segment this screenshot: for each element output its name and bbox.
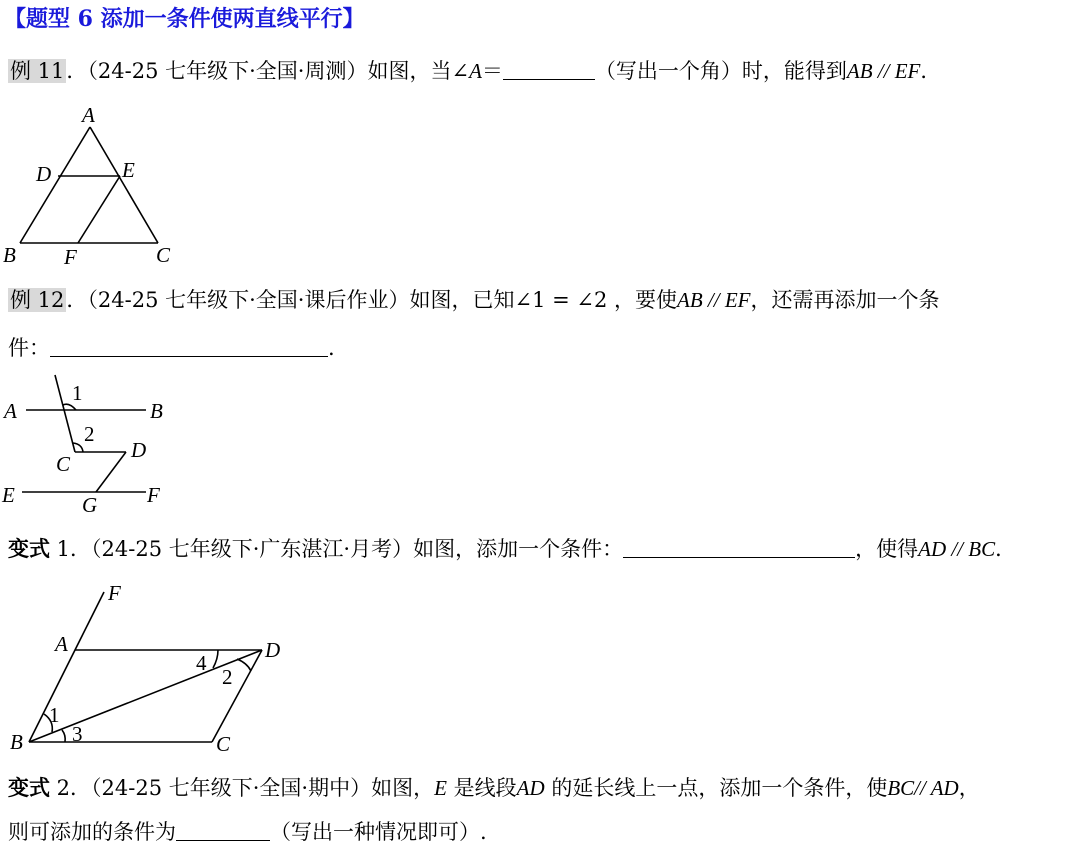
angle-2: 2 — [84, 422, 95, 446]
point-A: A — [55, 632, 68, 656]
point-D: D — [36, 162, 52, 186]
point-D: D — [131, 438, 147, 462]
example-12-text: 例 12．（24-25 七年级下·全国·课后作业）如图，已知∠1 = ∠2 ，要使AB // EF，还需再添加一个条 — [10, 288, 940, 312]
section-title: 【题型 6 添加一条件使两直线平行】 — [4, 6, 365, 32]
point-B: B — [150, 399, 163, 423]
answer-blank-12[interactable] — [50, 336, 328, 357]
angle-3: 3 — [72, 722, 83, 746]
example-12-tag: 例 12 — [10, 288, 65, 312]
figure-12 — [0, 370, 180, 520]
point-G: G — [82, 493, 98, 517]
point-E: E — [122, 158, 135, 182]
variation-1-tag: 变式 — [8, 536, 50, 561]
point-F: F — [108, 581, 121, 605]
point-F: F — [64, 245, 77, 269]
answer-blank-v1[interactable] — [623, 537, 855, 558]
angle-1: 1 — [72, 381, 83, 405]
answer-blank-v2[interactable] — [176, 820, 270, 841]
example-12-line2: 件： . — [8, 336, 335, 360]
point-C: C — [56, 452, 71, 476]
point-E: E — [2, 483, 15, 507]
figure-variation-1 — [0, 575, 300, 755]
point-F: F — [147, 483, 160, 507]
point-C: C — [156, 243, 171, 267]
example-11-tag: 例 11 — [10, 59, 65, 83]
point-D: D — [265, 638, 281, 662]
figure-11 — [0, 100, 190, 270]
point-A: A — [4, 399, 17, 423]
variation-2-line2: 则可添加的条件为 （写出一种情况即可）. — [8, 820, 487, 844]
variation-2-text: 变式 2．（24-25 七年级下·全国·期中）如图，E 是线段AD 的延长线上一点，添加一个条件，使BC// AD， — [8, 775, 980, 800]
variation-2-tag: 变式 — [8, 775, 50, 800]
angle-1: 1 — [49, 703, 60, 727]
angle-4: 4 — [196, 651, 207, 675]
point-A: A — [82, 103, 95, 127]
point-C: C — [216, 732, 231, 756]
point-B: B — [3, 243, 16, 267]
angle-2: 2 — [222, 665, 233, 689]
example-11-text: 例 11．（24-25 七年级下·全国·周测）如图，当∠A＝ （写出一个角）时，能得到AB // EF． — [10, 59, 942, 83]
variation-1-text: 变式 1．（24-25 七年级下·广东湛江·月考）如图，添加一个条件： ，使得AD // BC． — [8, 536, 1017, 561]
point-B: B — [10, 730, 23, 754]
answer-blank-11[interactable] — [503, 59, 595, 80]
